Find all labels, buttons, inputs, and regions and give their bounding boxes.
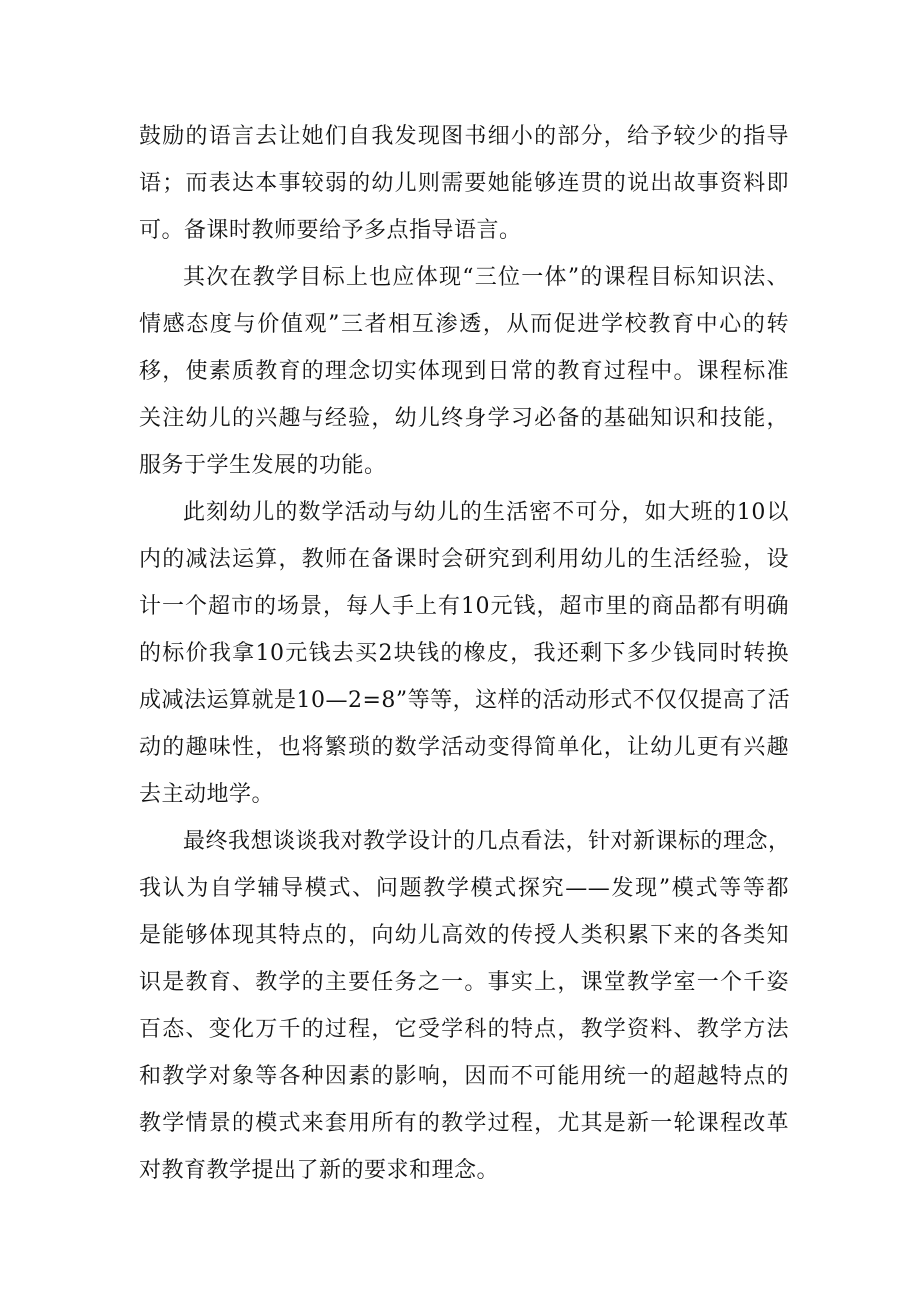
- text-line: 情感态度与价值观”三者相互渗透，从而促进学校教育中心的转: [139, 312, 789, 337]
- body-text: [139, 113, 789, 1194]
- paragraph-1: [139, 113, 789, 254]
- text-line: 计一个超市的场景，每人手上有10元钱，超市里的商品都有明确: [139, 594, 789, 619]
- text-line: 教学情景的模式来套用所有的教学过程，尤其是新一轮课程改革: [139, 1111, 789, 1136]
- text-line: 其次在教学目标上也应体现“三位一体”的课程目标知识法、: [183, 265, 789, 290]
- text-line: 和教学对象等各种因素的影响，因而不可能用统一的超越特点的: [139, 1064, 789, 1089]
- text-line: 此刻幼儿的数学活动与幼儿的生活密不可分，如大班的10以: [183, 500, 789, 525]
- text-line: 语；而表达本事较弱的幼儿则需要她能够连贯的说出故事资料即: [139, 171, 789, 196]
- text-line: 去主动地学。: [139, 782, 275, 807]
- text-line: 关注幼儿的兴趣与经验，幼儿终身学习必备的基础知识和技能，: [139, 406, 789, 431]
- text-line: 移，使素质教育的理念切实体现到日常的教育过程中。课程标准: [139, 359, 789, 384]
- text-line: 动的趣味性，也将繁琐的数学活动变得简单化，让幼儿更有兴趣: [139, 735, 789, 760]
- paragraph-2: [139, 254, 789, 489]
- text-line: 百态、变化万千的过程，它受学科的特点，教学资料、教学方法: [139, 1017, 789, 1042]
- text-line: 是能够体现其特点的，向幼儿高效的传授人类积累下来的各类知: [139, 923, 789, 948]
- text-line: 服务于学生发展的功能。: [139, 453, 387, 478]
- text-line: 最终我想谈谈我对教学设计的几点看法，针对新课标的理念，: [183, 829, 791, 854]
- text-line: 可。备课时教师要给予多点指导语言。: [139, 218, 522, 243]
- paragraph-3: [139, 489, 789, 818]
- text-line: 识是教育、教学的主要任务之一。事实上，课堂教学室一个千姿: [139, 970, 789, 995]
- text-line: 的标价我拿10元钱去买2块钱的橡皮，我还剩下多少钱同时转换: [139, 641, 789, 666]
- text-line: 内的减法运算，教师在备课时会研究到利用幼儿的生活经验，设: [139, 547, 789, 572]
- text-line: 对教育教学提出了新的要求和理念。: [139, 1158, 500, 1183]
- text-line: 成减法运算就是10—2=8”等等，这样的活动形式不仅仅提高了活: [139, 688, 791, 713]
- text-line: 我认为自学辅导模式、问题教学模式探究——发现”模式等等都: [139, 876, 789, 901]
- paragraph-4: [139, 818, 789, 1194]
- text-line: 鼓励的语言去让她们自我发现图书细小的部分，给予较少的指导: [139, 124, 789, 149]
